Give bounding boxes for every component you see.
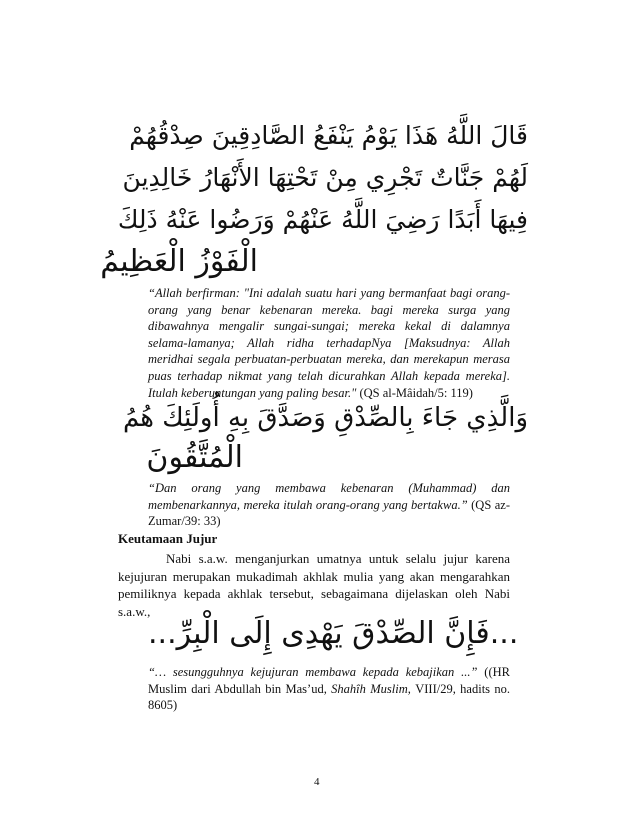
section-paragraph xyxy=(118,550,510,620)
section-heading: Keutamaan Jujur xyxy=(118,531,218,546)
verse1-translation-text: “Allah berfirman: "Ini adalah suatu hari yang bermanfaat bagi orang-orang yang benar kebenaran mereka. bagi mereka surga yang dibawahnya mengalir sungai-sungai; mereka kekal di dalamnya selama-lamanya; Allah ridha terhadapNya [Maksudnya: Allah meridhai segala perbuatan-perbuatan mereka, dan merekapun merasa puas terhadap nikmat yang telah dicurahkan Allah kepada mereka]. Itulah keberuntungan yang paling besar." xyxy=(148,286,510,400)
verse1-arabic-line-4: الْفَوْزُ الْعَظِيمُ xyxy=(100,244,258,279)
hadith-reference-book: Shahîh Muslim, xyxy=(331,681,411,696)
verse1-reference: (QS al-Mâidah/5: 119) xyxy=(359,385,473,400)
hadith-reference-post: VIII/29, hadits no. 8605) xyxy=(148,681,510,713)
verse2-translation-text: “Dan orang yang membawa kebenaran (Muhammad) dan membenarkannya, mereka itulah orang-orang yang bertakwa.” xyxy=(148,481,510,512)
verse2-arabic-line-2: الْمُتَّقُونَ xyxy=(146,440,243,475)
hadith-arabic: ...فَإِنَّ الصِّدْقَ يَهْدِى إِلَى الْبِرِّ... xyxy=(148,616,519,651)
section-paragraph-text: Nabi s.a.w. menganjurkan umatnya untuk selalu jujur karena kejujuran merupakan mukadimah akhlak mulia yang akan mengarahkan pemiliknya kepada akhlak tersebut, sebagaimana dijelaskan oleh Nabi s.a.w., xyxy=(118,551,510,619)
hadith-reference-pre: ((HR Muslim dari Abdullah bin Mas’ud, xyxy=(148,665,510,696)
hadith-translation xyxy=(148,664,510,714)
verse1-arabic-line-3: فِيهَا أَبَدًا رَضِيَ اللَّهُ عَنْهُمْ وَرَضُوا عَنْهُ ذَلِكَ xyxy=(117,205,528,234)
page-number: 4 xyxy=(314,776,320,788)
verse2-reference: (QS az-Zumar/39: 33) xyxy=(148,497,511,529)
verse1-arabic-line-1: قَالَ اللَّهُ هَذَا يَوْمُ يَنْفَعُ الصَّادِقِينَ صِدْقُهُمْ xyxy=(129,121,528,150)
hadith-translation-text: “… sesungguhnya kejujuran membawa kepada kebajikan ...” xyxy=(148,665,478,679)
verse2-arabic-line-1: وَالَّذِي جَاءَ بِالصِّدْقِ وَصَدَّقَ بِهِ أُولَئِكَ هُمُ xyxy=(122,403,528,433)
verse1-translation xyxy=(148,285,510,401)
verse1-arabic-line-2: لَهُمْ جَنَّاتٌ تَجْرِي مِنْ تَحْتِهَا الأَنْهَارُ خَالِدِينَ xyxy=(122,163,528,192)
verse2-translation xyxy=(148,480,510,530)
